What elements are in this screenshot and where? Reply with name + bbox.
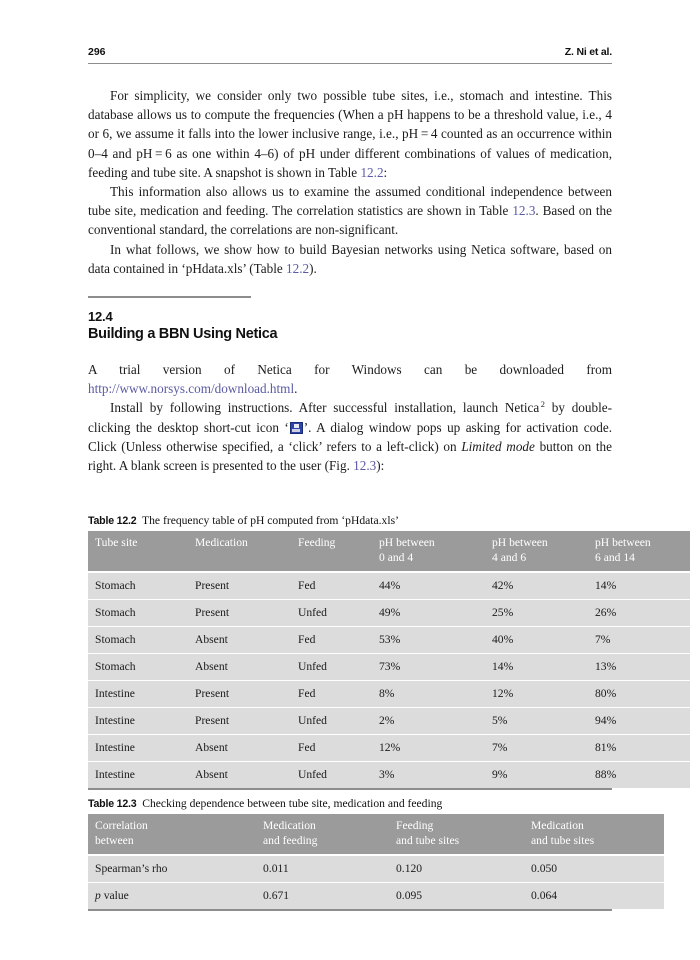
cell-feeding: Unfed <box>291 708 372 735</box>
cell-ph-0-4: 44% <box>372 572 485 600</box>
paragraph-3-text-b: ). <box>309 260 317 276</box>
cell-statistic-label <box>88 883 256 910</box>
cell-ph-4-6: 9% <box>485 762 588 789</box>
th-ph-4-6-line1: pH between <box>492 536 548 549</box>
cell-ph-4-6: 14% <box>485 654 588 681</box>
paragraph-1-text: For simplicity, we consider only two possible tube sites, i.e., stomach and intestine. This database allows us to compute the frequencies (When a pH happens to be a threshold value, i.e., 4 or 6, we assume it falls into the lower inclusive range, i.e., pH = 4 counted as an occurrence within 0–4 and pH = 6 as one within 4–6) of pH under different combinations of values of medication, feeding and tube site. A snapshot is shown in Table <box>88 88 612 180</box>
th-feed-tube-line2: and tube sites <box>396 833 460 847</box>
table-12-2-header-row <box>88 531 690 572</box>
cell-tube-site: Intestine <box>88 708 188 735</box>
th-correlation-line2: between <box>95 833 134 847</box>
th-correlation-between <box>88 814 256 855</box>
cell-ph-0-4: 73% <box>372 654 485 681</box>
paragraph-1 <box>88 86 612 182</box>
paragraph-5-text-a: Install by following instructions. After successful installation, launch Netica <box>110 400 540 416</box>
cell-med-feed: 0.671 <box>256 883 389 910</box>
th-ph-4-6 <box>485 531 588 572</box>
cell-tube-site: Stomach <box>88 600 188 627</box>
paragraph-5-text-d: button on the right. A blank screen is presented to the user (Fig. <box>88 438 612 474</box>
cell-medication: Absent <box>188 735 291 762</box>
th-feeding-line1: Feeding <box>298 536 336 549</box>
th-medication-line1: Medication <box>195 536 248 549</box>
cell-medication: Present <box>188 681 291 708</box>
table-ref-12-3[interactable]: 12.3 <box>512 203 536 219</box>
th-ph-6-14-line2: 6 and 14 <box>595 550 635 564</box>
cell-ph-0-4: 49% <box>372 600 485 627</box>
table-12-2-block <box>88 514 651 790</box>
cell-feeding: Fed <box>291 627 372 654</box>
netica-download-link[interactable]: http://www.norsys.com/download.html <box>88 381 295 397</box>
cell-ph-4-6: 42% <box>485 572 588 600</box>
table-12-3-caption-text: Checking dependence between tube site, medication and feeding <box>142 797 443 810</box>
th-ph-4-6-line2: 4 and 6 <box>492 550 527 564</box>
paragraph-4-text-b: . <box>294 381 298 397</box>
cell-medication: Absent <box>188 627 291 654</box>
running-head <box>88 46 612 58</box>
cell-feeding: Unfed <box>291 654 372 681</box>
table-12-3-block <box>88 797 612 911</box>
table-row <box>88 735 690 762</box>
cell-feeding: Fed <box>291 735 372 762</box>
cell-ph-6-14: 7% <box>588 627 690 654</box>
table-12-3-caption-label: Table 12.3 <box>88 798 137 810</box>
th-feeding <box>291 531 372 572</box>
cell-statistic-italic: p <box>95 889 101 902</box>
cell-ph-0-4: 8% <box>372 681 485 708</box>
cell-med-feed: 0.011 <box>256 855 389 883</box>
th-correlation-line1: Correlation <box>95 819 148 832</box>
cell-ph-6-14: 80% <box>588 681 690 708</box>
footnote-marker-2[interactable]: 2 <box>540 400 545 410</box>
th-ph-6-14-line1: pH between <box>595 536 651 549</box>
th-medication-and-feeding <box>256 814 389 855</box>
cell-tube-site: Intestine <box>88 681 188 708</box>
cell-ph-6-14: 26% <box>588 600 690 627</box>
th-ph-6-14 <box>588 531 690 572</box>
table-12-3-caption <box>88 797 612 811</box>
table-row <box>88 762 690 789</box>
table-row <box>88 883 664 910</box>
table-12-2-bottom-rule <box>88 788 612 790</box>
page-number: 296 <box>88 46 106 58</box>
paragraph-4-text-a: A trial version of Netica for Windows can be downloaded from <box>88 362 612 377</box>
paragraph-2 <box>88 182 612 240</box>
cell-ph-6-14: 81% <box>588 735 690 762</box>
cell-ph-6-14: 14% <box>588 572 690 600</box>
th-tube-site <box>88 531 188 572</box>
body-text-block-2 <box>88 360 612 475</box>
cell-medication: Present <box>188 572 291 600</box>
limited-mode-emphasis: Limited mode <box>461 438 535 454</box>
table-12-2-caption-text: The frequency table of pH computed from ‘pHdata.xls’ <box>142 514 399 527</box>
th-med-tube-line1: Medication <box>531 819 584 832</box>
table-row <box>88 572 690 600</box>
cell-tube-site: Intestine <box>88 735 188 762</box>
paragraph-5-text-c: ’. A dialog window pops up asking for activation code. Click (Unless otherwise specified, a ‘click’ refers to a left-click) on <box>88 419 612 454</box>
th-ph-0-4-line2: 0 and 4 <box>379 550 414 564</box>
section-heading <box>88 308 612 344</box>
paragraph-1-tail: : <box>383 164 388 180</box>
cell-med-tube: 0.050 <box>524 855 664 883</box>
cell-ph-4-6: 5% <box>485 708 588 735</box>
table-12-2 <box>88 531 690 788</box>
cell-ph-0-4: 3% <box>372 762 485 789</box>
table-row <box>88 627 690 654</box>
cell-statistic-label <box>88 855 256 883</box>
th-med-feed-line2: and feeding <box>263 833 318 847</box>
paragraph-3-text-a: In what follows, we show how to build Bayesian networks using Netica software, based on data contained in ‘pHdata.xls’ (Table <box>88 241 612 276</box>
cell-tube-site: Stomach <box>88 654 188 681</box>
cell-feeding: Fed <box>291 572 372 600</box>
table-12-2-caption-label: Table 12.2 <box>88 515 137 527</box>
cell-tube-site: Stomach <box>88 572 188 600</box>
cell-ph-6-14: 13% <box>588 654 690 681</box>
paragraph-3 <box>88 240 612 278</box>
table-12-3-header-row <box>88 814 664 855</box>
cell-ph-4-6: 25% <box>485 600 588 627</box>
cell-ph-6-14: 88% <box>588 762 690 789</box>
cell-tube-site: Intestine <box>88 762 188 789</box>
cell-medication: Present <box>188 708 291 735</box>
table-row <box>88 855 664 883</box>
table-ref-12-2-a[interactable]: 12.2 <box>360 164 384 180</box>
cell-medication: Absent <box>188 654 291 681</box>
table-row <box>88 681 690 708</box>
cell-ph-0-4: 53% <box>372 627 485 654</box>
cell-ph-6-14: 94% <box>588 708 690 735</box>
cell-feed-tube: 0.095 <box>389 883 524 910</box>
th-ph-0-4 <box>372 531 485 572</box>
th-medication-and-tube-sites <box>524 814 664 855</box>
cell-ph-4-6: 40% <box>485 627 588 654</box>
th-med-feed-line1: Medication <box>263 819 316 832</box>
section-rule <box>88 296 251 298</box>
cell-medication: Present <box>188 600 291 627</box>
cell-medication: Absent <box>188 762 291 789</box>
cell-ph-4-6: 12% <box>485 681 588 708</box>
netica-shortcut-icon <box>290 422 303 434</box>
th-ph-0-4-line1: pH between <box>379 536 435 549</box>
section-number: 12.4 <box>88 309 113 324</box>
cell-statistic-text: Spearman’s rho <box>95 862 168 875</box>
cell-tube-site: Stomach <box>88 627 188 654</box>
th-medication <box>188 531 291 572</box>
table-row <box>88 600 690 627</box>
cell-ph-4-6: 7% <box>485 735 588 762</box>
paragraph-2-text-a: This information also allows us to examine the assumed conditional independence between tube site, medication and feeding. The correlation statistics are shown in Table <box>88 184 612 219</box>
body-text-block-1 <box>88 86 612 278</box>
paragraph-2-text-b: . Based on the conventional standard, the correlations are non-significant. <box>88 203 612 238</box>
cell-statistic-text: value <box>100 889 129 902</box>
running-head-authors: Z. Ni et al. <box>564 46 612 58</box>
cell-feeding: Unfed <box>291 600 372 627</box>
figure-ref-12-3[interactable]: 12.3 <box>353 458 377 474</box>
table-row <box>88 708 690 735</box>
th-feed-tube-line1: Feeding <box>396 819 434 832</box>
table-ref-12-2-b[interactable]: 12.2 <box>286 260 310 276</box>
paragraph-4 <box>88 360 612 398</box>
table-12-3-bottom-rule <box>88 909 612 911</box>
cell-feeding: Unfed <box>291 762 372 789</box>
paragraph-5-text-e: ): <box>376 458 385 474</box>
paragraph-5-text-b: by double-clicking the desktop short-cut icon ‘ <box>88 400 612 435</box>
table-row <box>88 654 690 681</box>
section-title: Building a BBN Using Netica <box>88 326 278 342</box>
running-head-rule <box>88 63 612 64</box>
cell-feeding: Fed <box>291 681 372 708</box>
cell-feed-tube: 0.120 <box>389 855 524 883</box>
cell-med-tube: 0.064 <box>524 883 664 910</box>
th-tube-site-line1: Tube site <box>95 536 138 549</box>
th-feeding-and-tube-sites <box>389 814 524 855</box>
cell-ph-0-4: 2% <box>372 708 485 735</box>
cell-ph-0-4: 12% <box>372 735 485 762</box>
th-med-tube-line2: and tube sites <box>531 833 595 847</box>
table-12-3 <box>88 814 664 909</box>
table-12-2-caption <box>88 514 612 528</box>
paragraph-5 <box>88 398 612 475</box>
